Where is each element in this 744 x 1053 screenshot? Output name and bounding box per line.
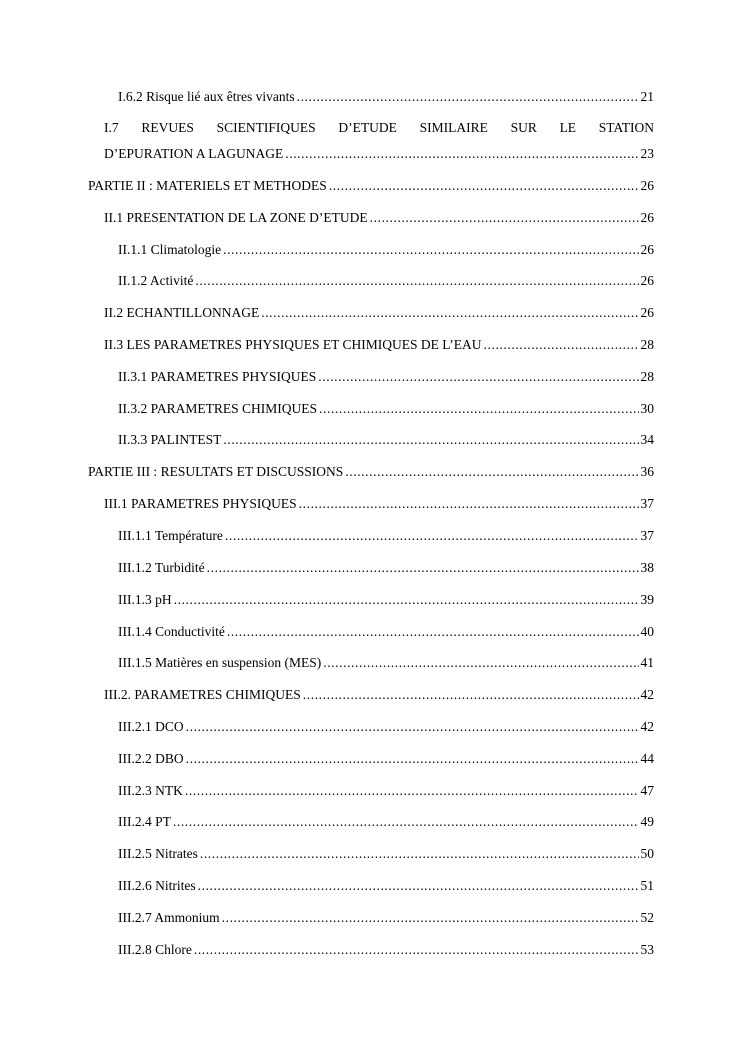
toc-entry-page: 42 xyxy=(640,687,654,702)
toc-word: REVUES xyxy=(141,120,194,135)
toc-word: SCIENTIFIQUES xyxy=(216,120,316,135)
toc-entry-ii-3-2[interactable] xyxy=(118,400,654,418)
toc-entry-page: 38 xyxy=(640,560,654,575)
toc-entry-iii-2-1[interactable] xyxy=(118,718,654,736)
toc-dot-leader xyxy=(200,845,639,863)
toc-entry-page: 30 xyxy=(640,401,654,416)
toc-dot-leader xyxy=(223,431,638,449)
toc-entry-title: III.1.4 Conductivité xyxy=(118,624,225,639)
toc-entry-i-7-second-line[interactable] xyxy=(104,145,654,163)
toc-dot-leader xyxy=(261,304,638,322)
toc-entry-page: 28 xyxy=(640,337,654,352)
toc-entry-title: D’EPURATION A LAGUNAGE xyxy=(104,146,284,161)
toc-entry-iii-2-7[interactable] xyxy=(118,909,654,927)
toc-entry-title: III.1.1 Température xyxy=(118,528,223,543)
toc-entry-iii-1-3[interactable] xyxy=(118,591,654,609)
toc-dot-leader xyxy=(173,813,639,831)
toc-entry-title: III.2.3 NTK xyxy=(118,783,183,798)
toc-dot-leader xyxy=(370,209,639,227)
toc-entry-title: III.2.2 DBO xyxy=(118,751,184,766)
toc-entry-page: 52 xyxy=(640,910,654,925)
toc-entry-i-6-2[interactable] xyxy=(118,88,654,106)
toc-dot-leader xyxy=(285,145,638,163)
toc-word: D’ETUDE xyxy=(338,120,397,135)
toc-entry-title: III.1.2 Turbidité xyxy=(118,560,205,575)
toc-entry-title: III.1 PARAMETRES PHYSIQUES xyxy=(104,496,297,511)
toc-dot-leader xyxy=(223,241,638,259)
toc-entry-page: 40 xyxy=(640,624,654,639)
toc-entry-iii-1-4[interactable] xyxy=(118,623,654,641)
toc-entry-page: 49 xyxy=(640,814,654,829)
toc-dot-leader xyxy=(227,623,639,641)
toc-entry-title: I.6.2 Risque lié aux êtres vivants xyxy=(118,89,295,104)
toc-entry-title: III.2. PARAMETRES CHIMIQUES xyxy=(104,687,301,702)
toc-entry-title: III.2.8 Chlore xyxy=(118,942,192,957)
toc-entry-title: PARTIE II : MATERIELS ET METHODES xyxy=(88,178,327,193)
toc-entry-title: III.2.1 DCO xyxy=(118,719,184,734)
toc-entry-title: III.2.4 PT xyxy=(118,814,171,829)
toc-entry-title: II.3.3 PALINTEST xyxy=(118,432,222,447)
toc-dot-leader xyxy=(329,177,639,195)
toc-dot-leader xyxy=(186,718,639,736)
toc-entry-page: 44 xyxy=(640,751,654,766)
toc-word: I.7 xyxy=(104,120,119,135)
toc-entry-iii-1-1[interactable] xyxy=(118,527,654,545)
toc-entry-iii-1-5[interactable] xyxy=(118,654,654,672)
toc-entry-page: 47 xyxy=(640,783,654,798)
toc-entry-title: III.1.5 Matières en suspension (MES) xyxy=(118,655,322,670)
toc-dot-leader xyxy=(299,495,639,513)
toc-entry-partie-iii[interactable] xyxy=(88,463,654,481)
toc-entry-ii-3[interactable] xyxy=(104,336,654,354)
toc-entry-page: 23 xyxy=(640,146,654,161)
toc-entry-iii-1[interactable] xyxy=(104,495,654,513)
toc-entry-title: II.3 LES PARAMETRES PHYSIQUES ET CHIMIQUES DE L’EAU xyxy=(104,337,482,352)
toc-entry-title: III.2.5 Nitrates xyxy=(118,846,198,861)
toc-entry-page: 36 xyxy=(640,464,654,479)
toc-entry-ii-3-1[interactable] xyxy=(118,368,654,386)
toc-dot-leader xyxy=(207,559,639,577)
toc-entry-page: 41 xyxy=(640,655,654,670)
toc-entry-page: 34 xyxy=(640,432,654,447)
toc-dot-leader xyxy=(194,941,639,959)
toc-entry-iii-1-2[interactable] xyxy=(118,559,654,577)
toc-entry-page: 50 xyxy=(640,846,654,861)
toc-entry-title: III.1.3 pH xyxy=(118,592,172,607)
toc-entry-page: 37 xyxy=(640,496,654,511)
toc-entry-iii-2-3[interactable] xyxy=(118,782,654,800)
toc-entry-partie-ii[interactable] xyxy=(88,177,654,195)
toc-entry-ii-1-2[interactable] xyxy=(118,272,654,290)
toc-entry-page: 26 xyxy=(640,273,654,288)
toc-entry-page: 26 xyxy=(640,242,654,257)
toc-entry-title: III.2.7 Ammonium xyxy=(118,910,220,925)
toc-entry-i-7-first-line[interactable] xyxy=(104,119,654,137)
toc-dot-leader xyxy=(345,463,638,481)
toc-entry-ii-1-1[interactable] xyxy=(118,241,654,259)
toc-dot-leader xyxy=(186,750,639,768)
toc-entry-ii-1[interactable] xyxy=(104,209,654,227)
toc-entry-iii-2-8[interactable] xyxy=(118,941,654,959)
toc-entry-title: II.2 ECHANTILLONNAGE xyxy=(104,305,260,320)
toc-entry-page: 26 xyxy=(640,210,654,225)
toc-dot-leader xyxy=(318,368,638,386)
toc-entry-title: II.1.1 Climatologie xyxy=(118,242,222,257)
toc-dot-leader xyxy=(484,336,639,354)
toc-entry-iii-2-5[interactable] xyxy=(118,845,654,863)
toc-dot-leader xyxy=(225,527,639,545)
toc-dot-leader xyxy=(319,400,638,418)
toc-entry-iii-2-2[interactable] xyxy=(118,750,654,768)
toc-entry-page: 26 xyxy=(640,178,654,193)
toc-entry-page: 26 xyxy=(640,305,654,320)
toc-dot-leader xyxy=(303,686,639,704)
toc-entry-page: 37 xyxy=(640,528,654,543)
toc-dot-leader xyxy=(297,88,639,106)
toc-entry-page: 53 xyxy=(640,942,654,957)
toc-entry-title: III.2.6 Nitrites xyxy=(118,878,196,893)
toc-entry-title: II.3.1 PARAMETRES PHYSIQUES xyxy=(118,369,317,384)
toc-dot-leader xyxy=(174,591,639,609)
toc-entry-title: II.3.2 PARAMETRES CHIMIQUES xyxy=(118,401,318,416)
toc-word: SIMILAIRE xyxy=(419,120,488,135)
toc-entry-page: 51 xyxy=(640,878,654,893)
toc-dot-leader xyxy=(195,272,638,290)
toc-entry-page: 28 xyxy=(640,369,654,384)
toc-entry-title: II.1 PRESENTATION DE LA ZONE D’ETUDE xyxy=(104,210,368,225)
toc-entry-iii-2-6[interactable] xyxy=(118,877,654,895)
toc-dot-leader xyxy=(222,909,639,927)
toc-entry-ii-2[interactable] xyxy=(104,304,654,322)
toc-word: STATION xyxy=(598,120,654,135)
toc-entry-title: II.1.2 Activité xyxy=(118,273,194,288)
toc-entry-ii-3-3[interactable] xyxy=(118,431,654,449)
toc-dot-leader xyxy=(198,877,639,895)
toc-dot-leader xyxy=(323,654,638,672)
toc-entry-iii-2-4[interactable] xyxy=(118,813,654,831)
toc-word: LE xyxy=(559,120,577,135)
toc-entry-iii-2[interactable] xyxy=(104,686,654,704)
toc-entry-page: 39 xyxy=(640,592,654,607)
toc-dot-leader xyxy=(185,782,639,800)
toc-entry-page: 21 xyxy=(640,89,654,104)
toc-word: SUR xyxy=(510,120,537,135)
toc-entry-title: PARTIE III : RESULTATS ET DISCUSSIONS xyxy=(88,464,344,479)
toc-entry-page: 42 xyxy=(640,719,654,734)
